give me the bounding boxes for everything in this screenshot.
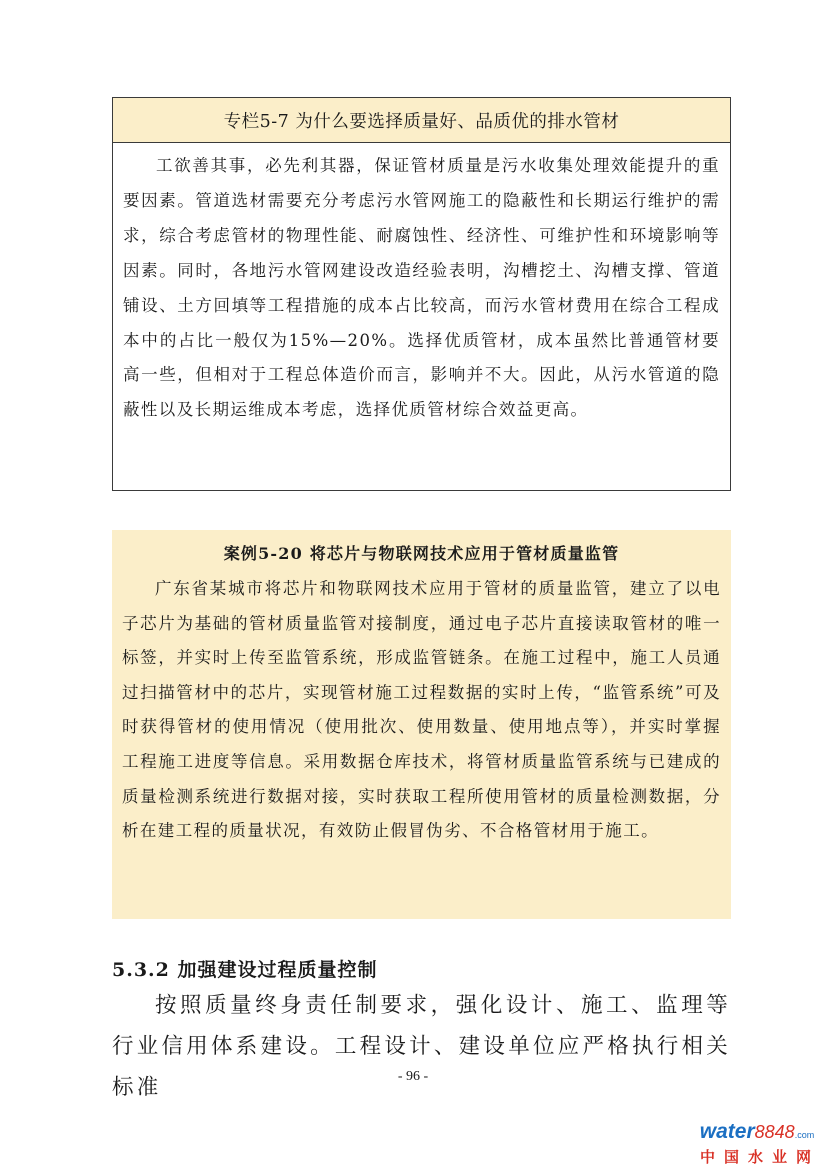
section-body: 按照质量终身责任制要求，强化设计、施工、监理等行业信用体系建设。工程设计、建设单位应严格执行相关标准 — [112, 993, 731, 1100]
column-body: 工欲善其事，必先利其器，保证管材质量是污水收集处理效能提升的重要因素。管道选材需要充分考虑污水管网施工的隐蔽性和长期运行维护的需求，综合考虑管材的物理性能、耐腐蚀性、经济性、可维护性和环境影响等因素。同时，各地污水管网建设改造经验表明，沟槽挖土、沟槽支撑、管道铺设、土方回填等工程措施的成本占比较高，而污水管材费用在综合工程成本中的占比一般仅为15%—20%。选择优质管材，成本虽然比普通管材要高一些，但相对于工程总体造价而言，影响并不大。因此，从污水管道的隐蔽性以及长期运维成本考虑，选择优质管材综合效益更高。 — [123, 156, 720, 420]
column-box — [112, 97, 731, 491]
watermark-brand — [694, 1120, 820, 1147]
column-title: 专栏5-7 为什么要选择质量好、品质优的排水管材 — [113, 98, 730, 143]
page-number: - 96 - — [397, 1069, 429, 1084]
watermark-brand-main: water — [699, 1120, 755, 1143]
case-title: 案例5-20 将芯片与物联网技术应用于管材质量监管 — [223, 544, 620, 563]
watermark-brand-domain: .com — [794, 1130, 815, 1140]
section-heading: 5.3.2 加强建设过程质量控制 — [112, 959, 378, 981]
case-body: 广东省某城市将芯片和物联网技术应用于管材的质量监管，建立了以电子芯片为基础的管材质量监管对接制度，通过电子芯片直接读取管材的唯一标签，并实时上传至监管系统，形成监管链条。在施工过程中，施工人员通过扫描管材中的芯片，实现管材施工过程数据的实时上传，“监管系统”可及时获得管材的使用情况（使用批次、使用数量、使用地点等），并实时掌握工程施工进度等信息。采用数据仓库技术，将管材质量监管系统与已建成的质量检测系统进行数据对接，实时获取工程所使用管材的质量检测数据，分析在建工程的质量状况，有效防止假冒伪劣、不合格管材用于施工。 — [122, 579, 721, 841]
watermark-subtitle: 中国水业网 — [700, 1148, 821, 1166]
case-box — [112, 530, 731, 919]
watermark-brand-number: 8848 — [754, 1122, 795, 1142]
watermark-logo — [694, 1120, 820, 1167]
